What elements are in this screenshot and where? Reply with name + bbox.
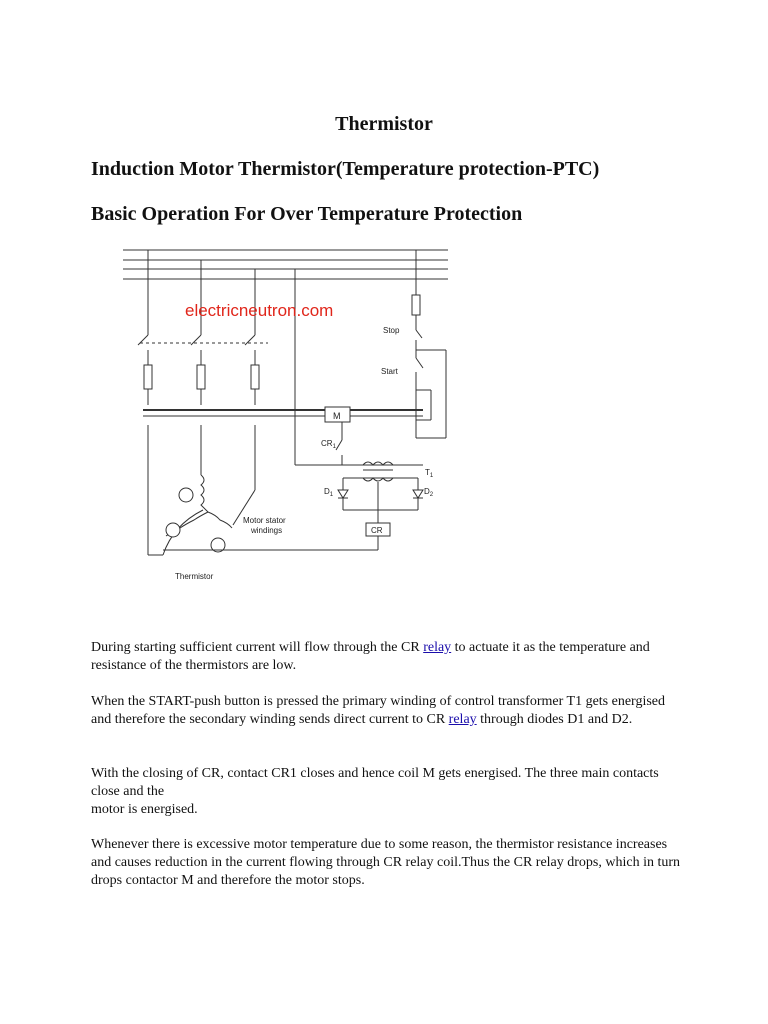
subsection-heading: Basic Operation For Over Temperature Protection: [91, 203, 523, 225]
contactor-m-label: M: [333, 411, 341, 421]
motor-windings-label-line1: Motor stator: [243, 516, 286, 525]
relay-link[interactable]: relay: [423, 640, 452, 655]
section-heading: Induction Motor Thermistor(Temperature protection-PTC): [91, 158, 600, 180]
cr-relay-label: CR: [371, 526, 383, 535]
paragraph-3: With the closing of CR, contact CR1 closes and hence coil M gets energised. The three main contacts close and the motor is energised.: [91, 766, 659, 817]
thermistor-label: Thermistor: [175, 572, 214, 581]
watermark-text: electricneutron.com: [185, 301, 334, 320]
t1-label: $T_1$: [425, 468, 434, 479]
page-title: Thermistor: [335, 113, 433, 135]
paragraph-4: Whenever there is excessive motor temperature due to some reason, the thermistor resistance increases and causes reduction in the current flowing through CR relay coil.Thus the CR relay drops, which in turn drops contactor M and therefore the motor stops.: [91, 837, 681, 888]
motor-windings-label-line2: windings: [251, 526, 283, 535]
d1-label: $D_1$: [324, 487, 334, 498]
relay-link[interactable]: relay: [448, 712, 477, 727]
paragraph-1: During starting sufficient current will flow through the CR relay to actuate it as the temperature and resistance of the thermistors are low.: [91, 640, 650, 673]
stop-label: Stop: [383, 326, 400, 335]
motor-protection-circuit-diagram: [118, 240, 463, 590]
d2-label: $D_2$: [424, 487, 434, 498]
paragraph-2: When the START-push button is pressed the primary winding of control transformer T1 gets energised and therefore the secondary winding sends direct current to CR relay through diodes D1 and D2.: [91, 694, 666, 727]
cr1-label: $CR_1$: [321, 439, 336, 450]
start-label: Start: [381, 367, 398, 376]
